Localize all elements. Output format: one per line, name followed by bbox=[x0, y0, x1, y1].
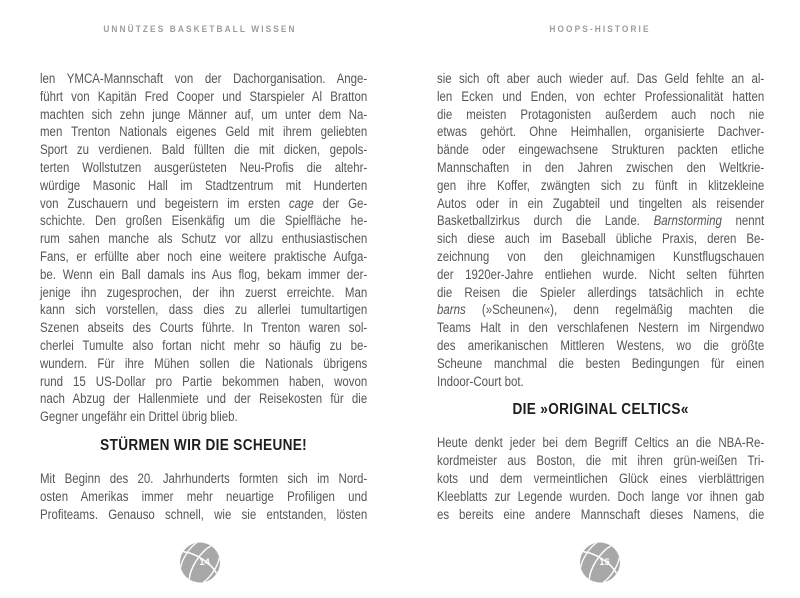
page-number: 14 bbox=[199, 557, 210, 568]
text-line: führt von Kapitän Fred Cooper und Starspieler Al Bratton bbox=[40, 88, 368, 104]
text-line: men Trenton Nationals eigenes Geld mit ihrem geliebten bbox=[40, 124, 368, 140]
text-line: würdige Masonic Hall im Stadtzentrum mit Hunderten bbox=[40, 177, 368, 193]
text-line: Szenen abseits des Courts führte. In Trenton waren sol- bbox=[40, 320, 368, 336]
text-line: Basketballzirkus durch die Lande. Barnstorming nennt bbox=[437, 213, 765, 229]
text-line: sie sich oft aber auch wieder auf. Das Geld fehlte an al- bbox=[437, 71, 765, 86]
text-line: kots und dem vermeintlichen Glück eines vierblättrigen bbox=[437, 470, 765, 486]
text-line: Mannschaften in den Jahren zwischen den Weltkrie- bbox=[437, 159, 765, 175]
body-paragraph bbox=[40, 470, 367, 523]
text-line: nach Abzug der Hallenmiete und der Reisekosten für die bbox=[40, 391, 368, 407]
text-line: zeichnung von den gleichnamigen Kunstflugschauen bbox=[437, 248, 765, 264]
text-block-right bbox=[437, 70, 764, 523]
text-line: machten sich zehn junge Männer auf, um unter dem Na- bbox=[40, 106, 368, 122]
text-line: bände oder eingewachsene Strukturen packten etliche bbox=[437, 142, 765, 158]
text-line: len YMCA-Mannschaft von der Dachorganisation. Ange- bbox=[40, 71, 368, 86]
text-line: terten Wollstutzen ausgerüsteten Neu-Profis die altehr- bbox=[40, 159, 368, 175]
text-line: die meisten Protagonisten außerdem auch noch nie bbox=[437, 106, 765, 122]
text-line: rum sahen manche als Schutz vor allzu enthusiastischen bbox=[40, 231, 368, 247]
text-line: der 1920er-Jahre entliehen wurde. Nicht selten führten bbox=[437, 266, 765, 282]
text-line: von Zuschauern und begeistern im ersten cage der Ge- bbox=[40, 195, 368, 211]
text-line: Heute denkt jeder bei dem Begriff Celtics an die NBA-Re- bbox=[437, 435, 765, 451]
text-line: Indoor-Court bot. bbox=[437, 373, 524, 389]
text-line: Kleeblatts zur Legende wurden. Doch lange vor ihnen gab bbox=[437, 488, 765, 504]
text-line: es bereits eine andere Mannschaft dieses Namens, die bbox=[437, 506, 765, 522]
section-heading: STÜRMEN WIR DIE SCHEUNE! bbox=[100, 436, 308, 454]
text-line: Gegner ungefähr ein Drittel übrig blieb. bbox=[40, 409, 238, 425]
text-line: Profiteams. Genauso schnell, wie sie entstanden, lösten bbox=[40, 506, 368, 522]
text-line: Autos oder in ein Zugabteil und tingelten als reisender bbox=[437, 195, 765, 211]
text-line: Teams Halt in den verschlafenen Nestern im Nirgendwo bbox=[437, 320, 765, 336]
text-line: kann sich vorstellen, dass dies zu allerlei tumultartigen bbox=[40, 302, 368, 318]
basketball-icon bbox=[580, 542, 621, 583]
text-line: schichte. Den großen Eisenkäfig um die Spielfläche he- bbox=[40, 213, 368, 229]
text-line: Mit Beginn des 20. Jahrhunderts formten sich im Nord- bbox=[40, 470, 368, 486]
text-line: be. Wenn ein Ball damals ins Aus flog, bekam immer der- bbox=[40, 266, 368, 282]
text-line: des amerikanischen Mittleren Westens, wo die größte bbox=[437, 337, 765, 353]
text-line: sich diese auch im Baseball übliche Praxis, deren Be- bbox=[437, 231, 765, 247]
text-line: Sport zu verdienen. Bald füllten die mit dicken, gepols- bbox=[40, 142, 368, 158]
basketball-icon bbox=[180, 542, 221, 583]
text-line: wundern. Für ihre Mühen sollen die Nationals übrigens bbox=[40, 355, 368, 371]
running-head-right: HOOPS-HISTORIE bbox=[549, 24, 651, 34]
text-line: gen ihre Koffer, zwängten sich zu fünft in klitzekleine bbox=[437, 177, 765, 193]
text-line: Fans, er erfüllte aber noch eine weitere praktische Aufga- bbox=[40, 248, 368, 264]
text-line: rund 15 US-Dollar pro Partie bekommen haben, wovon bbox=[40, 373, 368, 389]
text-line: Scheune manchmal die besten Bedingungen für einen bbox=[437, 355, 765, 371]
text-line: kordmeister aus Boston, die mit ihren grün-weißen Tri- bbox=[437, 453, 765, 469]
page-right bbox=[400, 0, 800, 598]
body-paragraph bbox=[437, 434, 764, 523]
section-heading: DIE »ORIGINAL CELTICS« bbox=[512, 401, 689, 419]
text-line: osten Amerikas immer mehr neuartige Profiligen und bbox=[40, 488, 368, 504]
body-paragraph bbox=[40, 70, 367, 426]
text-line: cherlei Tumulte also fortan nicht mehr so häufig zu be- bbox=[40, 337, 368, 353]
text-block-left bbox=[40, 70, 367, 523]
text-line: die Reisen die Spieler allerdings tatsächlich in echte bbox=[437, 284, 765, 300]
text-line: barns (»Scheunen«), denn regelmäßig machten die bbox=[437, 302, 765, 318]
page-number: 15 bbox=[599, 557, 610, 568]
body-paragraph bbox=[437, 70, 764, 390]
text-line: len Ecken und Enden, von echter Professionalität hatten bbox=[437, 88, 765, 104]
running-head-left: UNNÜTZES BASKETBALL WISSEN bbox=[103, 24, 297, 34]
text-line: jenige ihn zugesprochen, der ihn zuerst erreichte. Man bbox=[40, 284, 368, 300]
text-line: etwas gehört. Ohne Heimhallen, organisierte Dachver- bbox=[437, 124, 765, 140]
